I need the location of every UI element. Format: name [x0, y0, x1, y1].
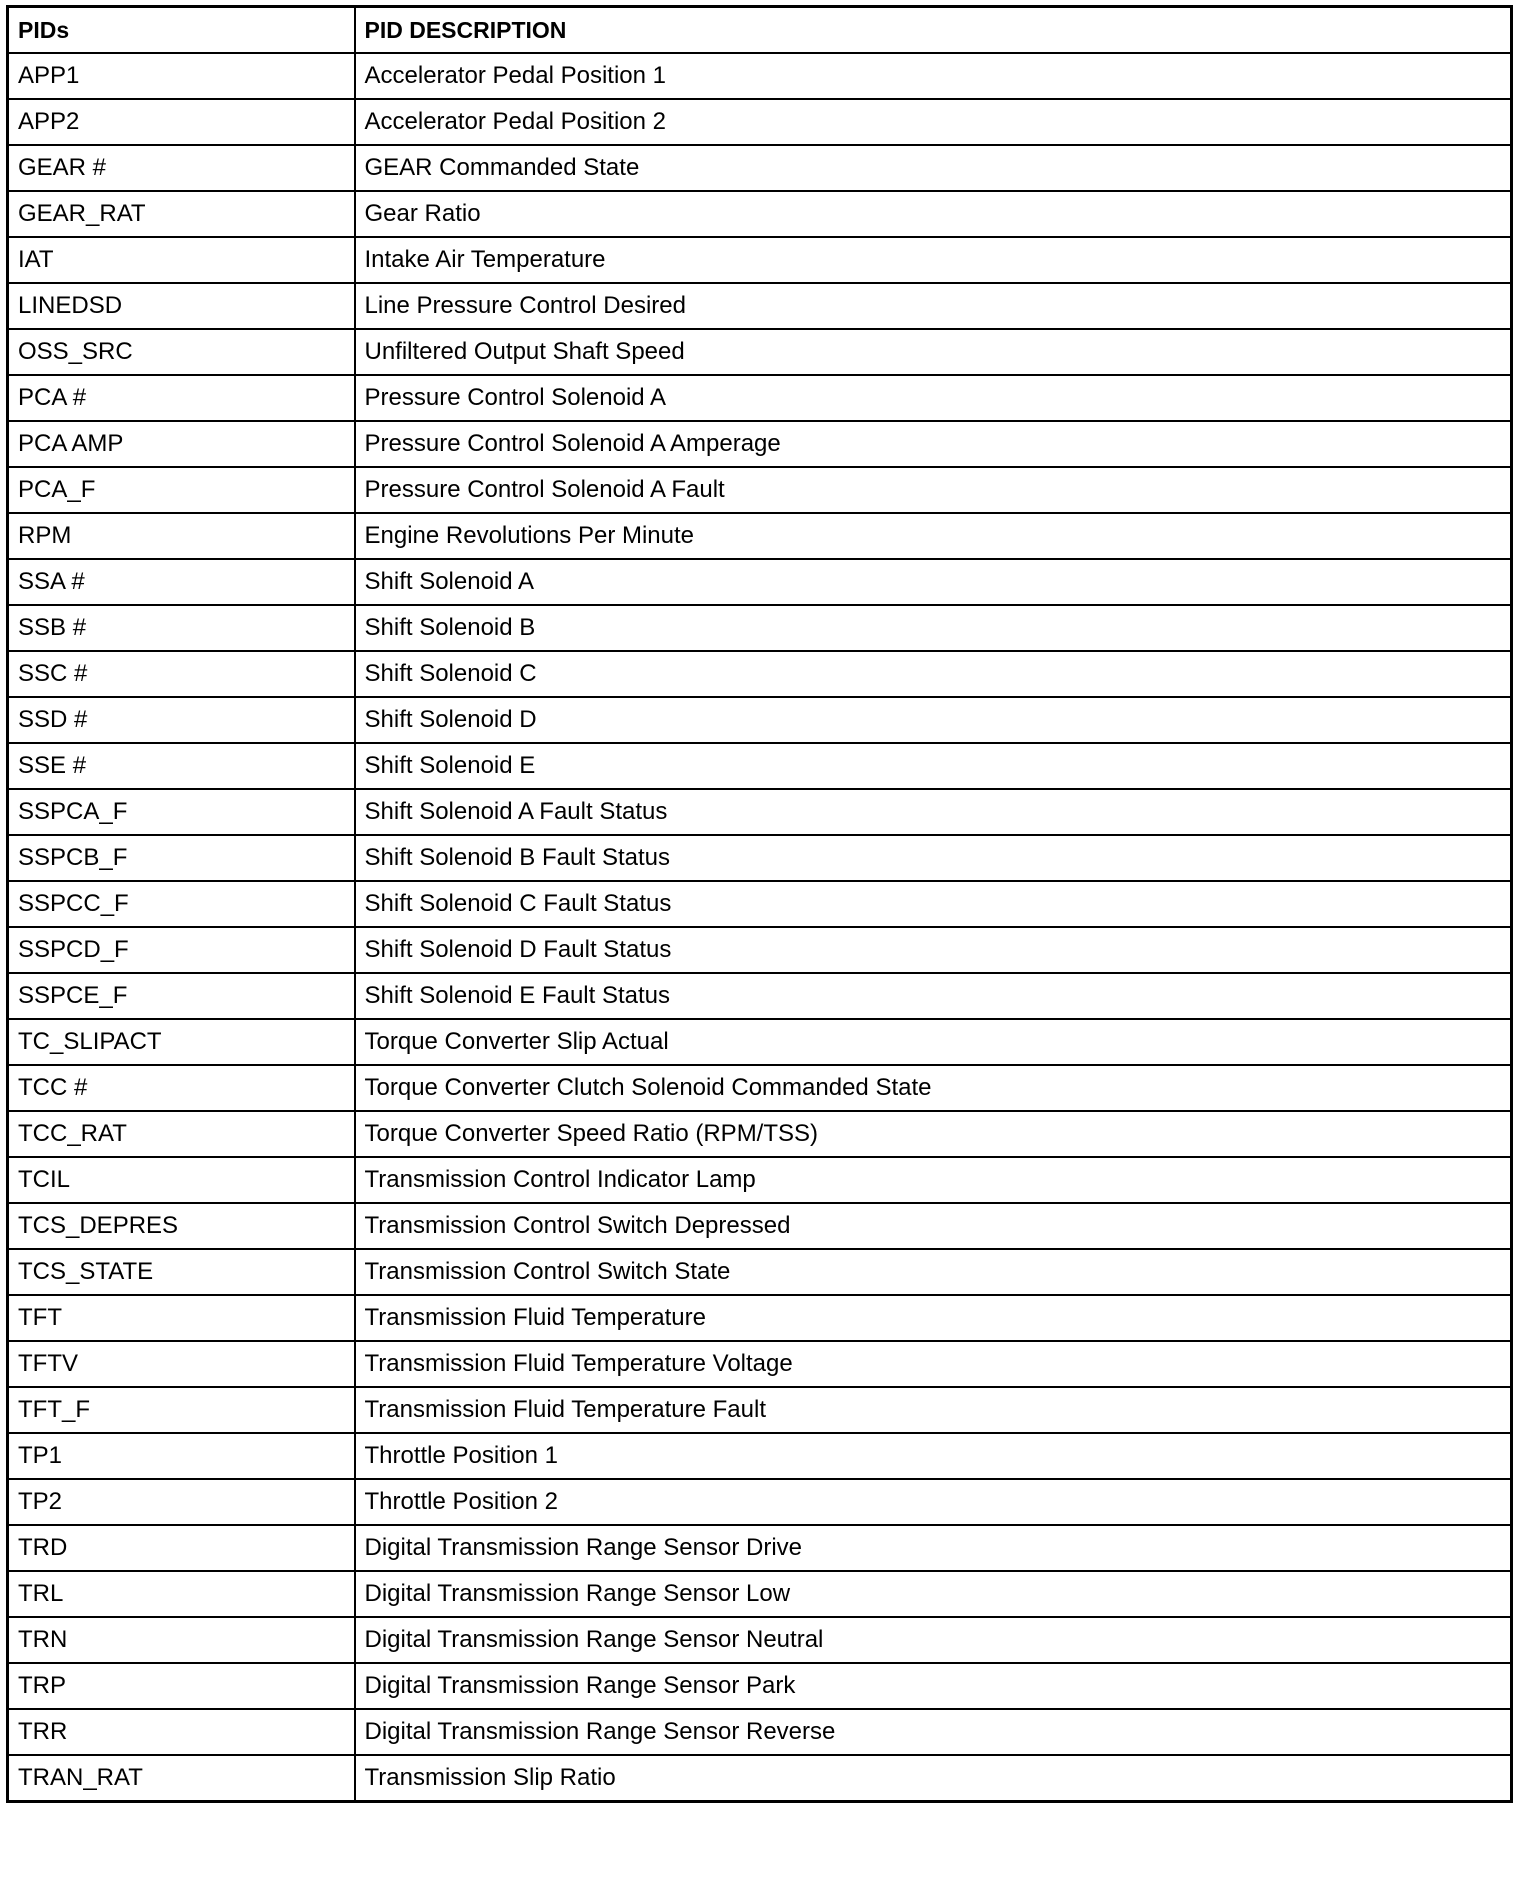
description-cell: Digital Transmission Range Sensor Park	[355, 1663, 1512, 1709]
description-cell: Throttle Position 1	[355, 1433, 1512, 1479]
description-cell: Torque Converter Clutch Solenoid Commanded State	[355, 1065, 1512, 1111]
table-row	[8, 1065, 1512, 1111]
table-row	[8, 1387, 1512, 1433]
description-cell: Shift Solenoid B	[355, 605, 1512, 651]
header-row	[8, 7, 1512, 54]
description-cell: Transmission Control Switch Depressed	[355, 1203, 1512, 1249]
description-cell: Shift Solenoid B Fault Status	[355, 835, 1512, 881]
table-row	[8, 835, 1512, 881]
table-row	[8, 283, 1512, 329]
table-row	[8, 1617, 1512, 1663]
table-row	[8, 1341, 1512, 1387]
table-row	[8, 605, 1512, 651]
pid-cell: IAT	[8, 237, 355, 283]
pid-cell: TCS_DEPRES	[8, 1203, 355, 1249]
description-cell: Digital Transmission Range Sensor Low	[355, 1571, 1512, 1617]
pid-cell: OSS_SRC	[8, 329, 355, 375]
description-cell: Transmission Fluid Temperature	[355, 1295, 1512, 1341]
table-row	[8, 973, 1512, 1019]
pid-cell: SSPCA_F	[8, 789, 355, 835]
table-row	[8, 1571, 1512, 1617]
pid-cell: TFTV	[8, 1341, 355, 1387]
table-row	[8, 881, 1512, 927]
description-cell: Shift Solenoid A Fault Status	[355, 789, 1512, 835]
table-row	[8, 743, 1512, 789]
description-cell: Shift Solenoid E	[355, 743, 1512, 789]
pid-cell: APP1	[8, 53, 355, 99]
description-cell: Throttle Position 2	[355, 1479, 1512, 1525]
table-row	[8, 329, 1512, 375]
pid-cell: GEAR #	[8, 145, 355, 191]
table-row	[8, 651, 1512, 697]
table-row	[8, 99, 1512, 145]
pid-cell: TRR	[8, 1709, 355, 1755]
description-cell: GEAR Commanded State	[355, 145, 1512, 191]
pid-cell: TCS_STATE	[8, 1249, 355, 1295]
description-cell: Pressure Control Solenoid A Fault	[355, 467, 1512, 513]
pid-cell: TRAN_RAT	[8, 1755, 355, 1802]
header-pid: PIDs	[8, 7, 355, 54]
pid-cell: SSD #	[8, 697, 355, 743]
description-cell: Transmission Fluid Temperature Voltage	[355, 1341, 1512, 1387]
pid-cell: TRD	[8, 1525, 355, 1571]
pid-cell: TC_SLIPACT	[8, 1019, 355, 1065]
table-row	[8, 191, 1512, 237]
pid-cell: RPM	[8, 513, 355, 559]
description-cell: Line Pressure Control Desired	[355, 283, 1512, 329]
table-row	[8, 53, 1512, 99]
table-row	[8, 1249, 1512, 1295]
pid-cell: TCC #	[8, 1065, 355, 1111]
table-row	[8, 559, 1512, 605]
pid-cell: SSPCD_F	[8, 927, 355, 973]
table-row	[8, 1709, 1512, 1755]
table-row	[8, 1525, 1512, 1571]
header-description: PID DESCRIPTION	[355, 7, 1512, 54]
description-cell: Pressure Control Solenoid A	[355, 375, 1512, 421]
description-cell: Accelerator Pedal Position 1	[355, 53, 1512, 99]
pid-cell: PCA #	[8, 375, 355, 421]
pid-cell: SSPCB_F	[8, 835, 355, 881]
pid-cell: PCA_F	[8, 467, 355, 513]
description-cell: Digital Transmission Range Sensor Neutral	[355, 1617, 1512, 1663]
pid-cell: TFT	[8, 1295, 355, 1341]
description-cell: Shift Solenoid D Fault Status	[355, 927, 1512, 973]
table-row	[8, 1111, 1512, 1157]
table-row	[8, 1203, 1512, 1249]
table-row	[8, 421, 1512, 467]
table-row	[8, 1157, 1512, 1203]
table-row	[8, 1019, 1512, 1065]
description-cell: Digital Transmission Range Sensor Reverse	[355, 1709, 1512, 1755]
pid-cell: TRN	[8, 1617, 355, 1663]
table-row	[8, 1479, 1512, 1525]
table-row	[8, 1755, 1512, 1802]
pid-cell: TRL	[8, 1571, 355, 1617]
table-row	[8, 1663, 1512, 1709]
description-cell: Shift Solenoid A	[355, 559, 1512, 605]
pid-table-body	[8, 53, 1512, 1802]
table-row	[8, 1295, 1512, 1341]
pid-table	[6, 5, 1513, 1803]
table-row	[8, 697, 1512, 743]
pid-cell: SSB #	[8, 605, 355, 651]
pid-cell: PCA AMP	[8, 421, 355, 467]
pid-cell: SSPCE_F	[8, 973, 355, 1019]
description-cell: Transmission Control Switch State	[355, 1249, 1512, 1295]
pid-cell: TP1	[8, 1433, 355, 1479]
pid-cell: TRP	[8, 1663, 355, 1709]
description-cell: Digital Transmission Range Sensor Drive	[355, 1525, 1512, 1571]
description-cell: Unfiltered Output Shaft Speed	[355, 329, 1512, 375]
description-cell: Shift Solenoid E Fault Status	[355, 973, 1512, 1019]
description-cell: Engine Revolutions Per Minute	[355, 513, 1512, 559]
description-cell: Shift Solenoid D	[355, 697, 1512, 743]
table-row	[8, 145, 1512, 191]
pid-cell: TP2	[8, 1479, 355, 1525]
table-row	[8, 237, 1512, 283]
description-cell: Transmission Slip Ratio	[355, 1755, 1512, 1802]
table-row	[8, 513, 1512, 559]
description-cell: Intake Air Temperature	[355, 237, 1512, 283]
pid-cell: SSC #	[8, 651, 355, 697]
description-cell: Shift Solenoid C	[355, 651, 1512, 697]
pid-cell: TCIL	[8, 1157, 355, 1203]
description-cell: Torque Converter Speed Ratio (RPM/TSS)	[355, 1111, 1512, 1157]
table-row	[8, 467, 1512, 513]
pid-cell: APP2	[8, 99, 355, 145]
pid-cell: SSA #	[8, 559, 355, 605]
pid-table-header	[8, 7, 1512, 54]
table-row	[8, 927, 1512, 973]
table-row	[8, 789, 1512, 835]
description-cell: Pressure Control Solenoid A Amperage	[355, 421, 1512, 467]
pid-cell: TCC_RAT	[8, 1111, 355, 1157]
description-cell: Transmission Control Indicator Lamp	[355, 1157, 1512, 1203]
description-cell: Gear Ratio	[355, 191, 1512, 237]
description-cell: Transmission Fluid Temperature Fault	[355, 1387, 1512, 1433]
table-row	[8, 375, 1512, 421]
pid-cell: SSPCC_F	[8, 881, 355, 927]
description-cell: Accelerator Pedal Position 2	[355, 99, 1512, 145]
description-cell: Shift Solenoid C Fault Status	[355, 881, 1512, 927]
table-row	[8, 1433, 1512, 1479]
description-cell: Torque Converter Slip Actual	[355, 1019, 1512, 1065]
pid-cell: SSE #	[8, 743, 355, 789]
pid-cell: TFT_F	[8, 1387, 355, 1433]
pid-cell: GEAR_RAT	[8, 191, 355, 237]
pid-cell: LINEDSD	[8, 283, 355, 329]
